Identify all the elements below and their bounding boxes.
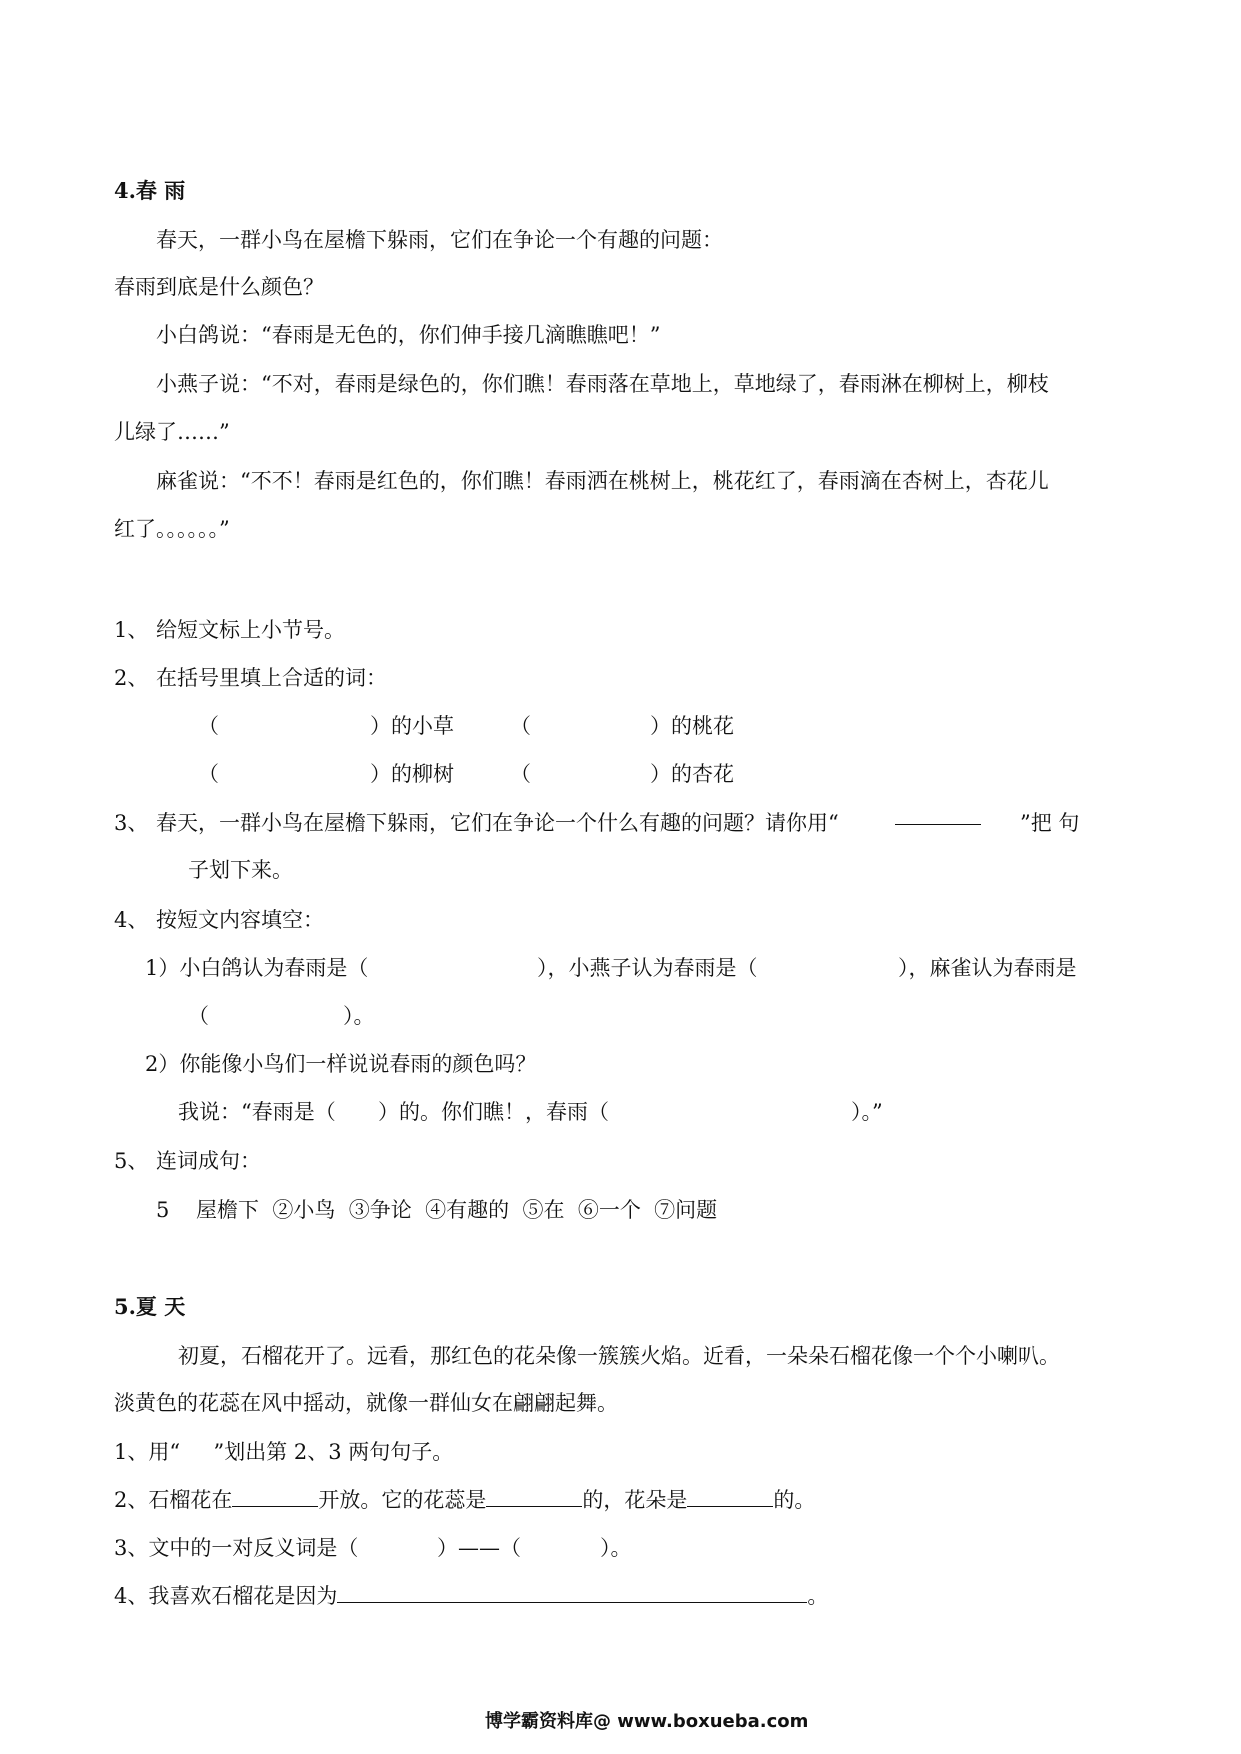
answer-blank: [337, 1582, 807, 1603]
section-4-title: 4.春 雨: [114, 178, 186, 203]
q4-1-paren-close: ）。: [343, 1004, 375, 1028]
s5-q3-part-c: ）。: [600, 1536, 632, 1560]
q2-apricot-label: ）的杏花: [650, 762, 734, 786]
q2-paren-open: （: [510, 762, 531, 786]
s5-para-line2: 淡黄色的花蕊在风中摇动，就像一群仙女在翩翩起舞。: [114, 1391, 618, 1415]
q3-end: ”把 句: [1020, 811, 1080, 835]
q4-1-part-a: 1）小白鸽认为春雨是（: [145, 956, 369, 980]
s4-para2: 小白鸽说：“春雨是无色的，你们伸手接几滴瞧瞧吧！”: [156, 323, 661, 347]
q4-2-question: 2）你能像小鸟们一样说说春雨的颜色吗？: [145, 1052, 537, 1076]
q4-1-part-c: ），麻雀认为春雨是: [898, 956, 1077, 980]
q5-number: 5、: [114, 1149, 149, 1173]
s4-para3-line1: 小燕子说：“不对，春雨是绿色的，你们瞧！春雨落在草地上，草地绿了，春雨淋在柳树上，柳枝: [156, 372, 1049, 396]
q2-paren-open: （: [198, 714, 219, 738]
q1-text: 给短文标上小节号。: [156, 618, 345, 642]
q2-number: 2、: [114, 666, 149, 690]
q5-word-list: 5 屋檐下 ②小鸟 ③争论 ④有趣的 ⑤在 ⑥一个 ⑦问题: [156, 1198, 718, 1222]
s5-q3-part-a: 3、文中的一对反义词是（: [114, 1536, 359, 1560]
s5-para-line1: 初夏，石榴花开了。远看，那红色的花朵像一簇簇火焰。近看，一朵朵石榴花像一个个小喇叭。: [178, 1344, 1060, 1368]
q2-paren-open: （: [510, 714, 531, 738]
q2-grass-label: ）的小草: [370, 714, 454, 738]
q1-number: 1、: [114, 618, 149, 642]
q2-text: 在括号里填上合适的词：: [156, 666, 387, 690]
s4-para4-line1: 麻雀说：“不不！春雨是红色的，你们瞧！春雨洒在桃树上，桃花红了，春雨滴在杏树上，杏花儿: [156, 469, 1049, 493]
section-5-title: 5.夏 天: [114, 1294, 186, 1319]
s5-q1: 1、用“ ”划出第 2、3 两句句子。: [114, 1440, 454, 1464]
s4-para3-line2: 儿绿了……”: [114, 420, 230, 444]
q4-2-part-a: 我说：“春雨是（: [178, 1100, 336, 1124]
s5-q4-part-a: 4、我喜欢石榴花是因为: [114, 1584, 338, 1608]
s5-q2-part-c: 的，花朵是: [582, 1488, 688, 1512]
underline-sample: [895, 824, 981, 825]
s4-para4-line2: 红了。。。。。。”: [114, 517, 230, 541]
q4-number: 4、: [114, 908, 149, 932]
q3-number: 3、: [114, 811, 149, 835]
q4-2-part-c: ）。”: [851, 1100, 883, 1124]
answer-blank: [687, 1486, 773, 1507]
q2-peach-label: ）的桃花: [650, 714, 734, 738]
s5-q4-part-b: 。: [807, 1584, 829, 1608]
q3-text: 春天，一群小鸟在屋檐下躲雨，它们在争论一个什么有趣的问题？请你用“: [156, 811, 839, 835]
s5-q2-part-b: 开放。它的花蕊是: [318, 1488, 487, 1512]
answer-blank: [232, 1486, 318, 1507]
s4-para1-line1: 春天，一群小鸟在屋檐下躲雨，它们在争论一个有趣的问题：: [156, 228, 723, 252]
s5-q2-part-d: 的。: [773, 1488, 816, 1512]
answer-blank: [486, 1486, 582, 1507]
q2-paren-open: （: [198, 762, 219, 786]
q4-2-part-b: ）的。你们瞧！，春雨（: [378, 1100, 609, 1124]
s4-para1-line2: 春雨到底是什么颜色？: [114, 275, 324, 299]
s5-q2-part-a: 2、石榴花在: [114, 1488, 233, 1512]
q4-1-paren-open: （: [188, 1004, 209, 1028]
footer-watermark: 博学霸资料库@ www.boxueba.com: [485, 1711, 809, 1732]
q4-1-part-b: ），小燕子认为春雨是（: [537, 956, 758, 980]
q3-line2: 子划下来。: [188, 858, 293, 882]
q4-text: 按短文内容填空：: [156, 908, 324, 932]
s5-q3-part-b: ）——（: [437, 1536, 521, 1560]
q5-text: 连词成句：: [156, 1149, 261, 1173]
q2-willow-label: ）的柳树: [370, 762, 454, 786]
